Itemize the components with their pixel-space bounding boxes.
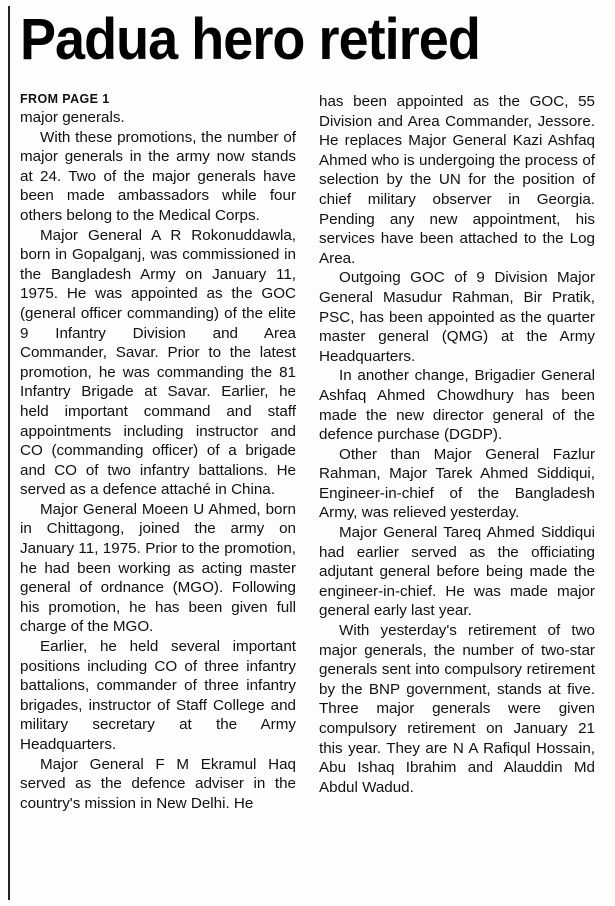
paragraph: major generals. [20, 109, 125, 126]
article-column-right [319, 92, 595, 797]
paragraph: Major General Moeen U Ahmed, born in Chittagong, joined the army on January 11, 1975. Prior to the promotion, he had been working as acting master general of ordnance (MGO). Following his promotion, he has been given full charge of the MGO. [20, 500, 296, 636]
paragraph: With these promotions, the number of major generals in the army now stands at 24. Two of the major generals have been made ambassadors while four others belong to the Medical Corps. [20, 128, 296, 224]
kicker: FROM PAGE 1 [20, 92, 110, 106]
paragraph: With yesterday's retirement of two major generals, the number of two-star generals sent into compulsory retirement by the BNP government, stands at five. Three major generals were given compulsory retirement on January 21 this year. They are N A Rafiqul Hossain, Abu Ishaq Ibrahim and Alauddin Md Abdul Wadud. [319, 622, 595, 796]
paragraph: has been appointed as the GOC, 55 Division and Area Commander, Jessore. He replaces Major General Kazi Ashfaq Ahmed who is undergoing the process of selection by the UN for the position of chief military observer in Georgia. Pending any new appointment, his services have been attached to the Log Area. [319, 93, 595, 267]
paragraph: In another change, Brigadier General Ashfaq Ahmed Chowdhury has been made the new director general of the defence purchase (DGDP). [319, 367, 595, 444]
article-column-left [20, 92, 296, 813]
paragraph: Other than Major General Fazlur Rahman, Major Tarek Ahmed Siddiqui, Engineer-in-chief of the Bangladesh Army, was relieved yesterday. [319, 445, 595, 522]
paragraph: Major General Tareq Ahmed Siddiqui had earlier served as the officiating adjutant general before being made the engineer-in-chief. He was made major general early last year. [319, 524, 595, 620]
paragraph: Major General F M Ekramul Haq served as the defence adviser in the country's mission in New Delhi. He [20, 755, 296, 812]
paragraph: Major General A R Rokonuddawla, born in Gopalganj, was commissioned in the Bangladesh Army on January 11, 1975. He was appointed as the GOC (general officer commanding) of the elite 9 Infantry Division and Area Commander, Savar. Prior to the latest promotion, he was commanding the 81 Infantry Brigade at Savar. Earlier, he held important command and staff appointments including instructor and CO (commanding officer) of a brigade and CO of two infantry battalions. He served as a defence attaché in China. [20, 226, 296, 499]
column-rule [8, 6, 10, 900]
headline: Padua hero retired [20, 7, 480, 72]
paragraph: Outgoing GOC of 9 Division Major General Masudur Rahman, Bir Pratik, PSC, has been appointed as the quarter master general (QMG) at the Army Headquarters. [319, 269, 595, 365]
paragraph: Earlier, he held several important positions including CO of three infantry battalions, commander of three infantry brigades, instructor of Staff College and military secretary at the Army Headquarters. [20, 638, 296, 753]
